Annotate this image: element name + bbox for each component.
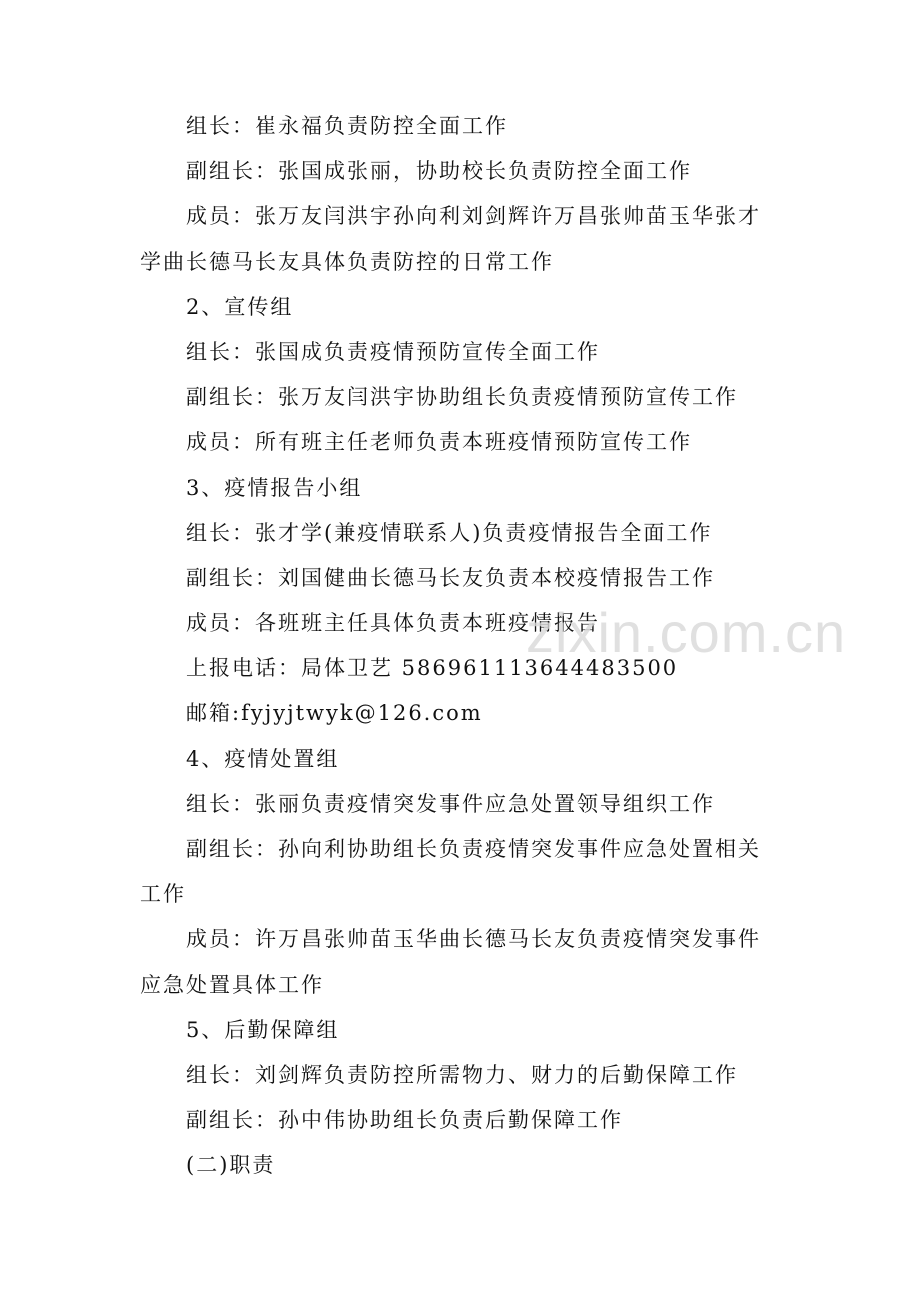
text-line: 成员：各班班主任具体负责本班疫情报告 [186, 611, 600, 636]
section-heading: 4、疫情处置组 [186, 746, 340, 771]
text-line: 组长：张丽负责疫情突发事件应急处置领导组织工作 [186, 791, 715, 816]
text-line: 副组长：张万友闫洪宇协助组长负责疫情预防宣传工作 [186, 385, 738, 410]
text-line: 学曲长德马长友具体负责防控的日常工作 [140, 249, 554, 274]
text-line: 副组长：刘国健曲长德马长友负责本校疫情报告工作 [186, 565, 715, 590]
text-line: 组长：张国成负责疫情预防宣传全面工作 [186, 339, 600, 364]
text-line: 应急处置具体工作 [140, 972, 324, 997]
section-heading: 5、后勤保障组 [186, 1017, 340, 1042]
section-heading: (二)职责 [186, 1153, 276, 1178]
text-line: 副组长：孙中伟协助组长负责后勤保障工作 [186, 1108, 623, 1133]
text-line: 组长：张才学(兼疫情联系人)负责疫情报告全面工作 [186, 520, 713, 545]
watermark: zixin.com.cn [526, 601, 847, 664]
text-line: 工作 [140, 882, 186, 907]
email-line: 邮箱:fyjyjtwyk@126.com [186, 701, 483, 726]
text-line: 副组长：张国成张丽，协助校长负责防控全面工作 [186, 159, 692, 184]
text-line: 成员：张万友闫洪宇孙向利刘剑辉许万昌张帅苗玉华张才 [186, 204, 761, 229]
section-heading: 3、疫情报告小组 [186, 475, 363, 500]
text-line: 组长：崔永福负责防控全面工作 [186, 114, 508, 138]
phone-line: 上报电话：局体卫艺 586961113644483500 [186, 656, 679, 681]
text-line: 成员：所有班主任老师负责本班疫情预防宣传工作 [186, 430, 692, 455]
section-heading: 2、宣传组 [186, 294, 294, 319]
text-line: 成员：许万昌张帅苗玉华曲长德马长友负责疫情突发事件 [186, 927, 761, 952]
text-line: 组长：刘剑辉负责防控所需物力、财力的后勤保障工作 [186, 1062, 738, 1087]
text-line: 副组长：孙向利协助组长负责疫情突发事件应急处置相关 [186, 837, 761, 861]
